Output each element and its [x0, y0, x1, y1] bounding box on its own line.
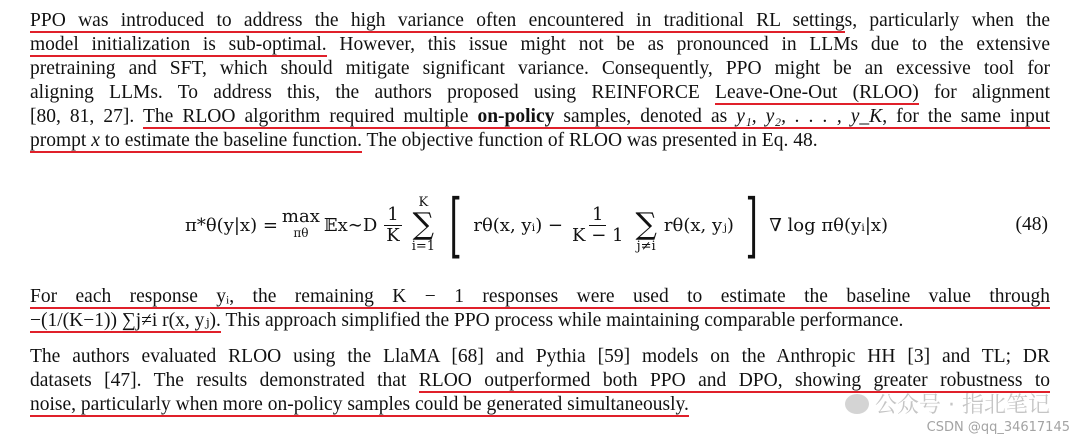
sum-operator-i: K ∑ i=1	[411, 195, 436, 254]
wechat-icon	[845, 394, 869, 414]
gradient-term: ∇ log πθ(yᵢ|x)	[769, 214, 889, 236]
line: aligning LLMs. To address this, the authors proposed using REINFORCE Leave-One-Out (RLOO) for alignment	[30, 82, 1051, 103]
line: [80, 81, 27]. The RLOO algorithm required multiple on-policy samples, denoted as y₁, y₂, . . . , y_K, for the same input	[30, 106, 1051, 127]
inline-math: x	[91, 130, 100, 151]
right-bracket: ]	[745, 184, 758, 266]
fraction-1-over-k-minus-1: $\frac{1}{K - 1}$	[572, 203, 624, 246]
underlined-text: noise, particularly when more on-policy samples could be generated simultaneously.	[30, 394, 689, 415]
fraction-1-over-k: $\frac{1}{K}$	[386, 203, 400, 246]
eq-lhs: π*θ(y|x) =	[185, 214, 278, 236]
reward-term: rθ(x, yᵢ) −	[473, 214, 564, 236]
sum-operator-j: ∑ j≠i	[635, 207, 657, 254]
expectation: 𝔼x∼D	[323, 214, 378, 236]
equation-body	[185, 180, 888, 270]
underlined-text: RLOO outperformed both PPO and DPO, showing greater robustness to	[418, 370, 1050, 391]
underlined-text: For each response yᵢ, the remaining K − 1 responses were used to estimate the baseline value through	[30, 286, 1050, 307]
equation-number: (48)	[1015, 214, 1048, 235]
equation-48	[0, 180, 1080, 270]
inline-math: y₁, y₂, . . . , y_K	[736, 106, 883, 127]
line: pretraining and SFT, which should mitigate significant variance. Consequently, PPO might be an excessive tool for	[30, 58, 1050, 79]
paragraph-rloo-intro	[30, 9, 1050, 153]
line: −(1/(K−1)) ∑j≠i r(x, yⱼ). This approach simplified the PPO process while maintaining comparable performance.	[30, 310, 904, 331]
line: model initialization is sub-optimal. However, this issue might not be as pronounced in LLMs due to the extensive	[30, 34, 1051, 55]
wechat-watermark: 公众号 · 指北笔记	[845, 388, 1050, 419]
underlined-text: model initialization is sub-optimal.	[30, 34, 327, 55]
line: PPO was introduced to address the high variance often encountered in traditional RL settings, particularly when the	[30, 10, 1050, 31]
line: The authors evaluated RLOO using the LlaMA [68] and Pythia [59] models on the Anthropic HH [3] and TL; DR	[30, 346, 1050, 367]
underlined-text: The RLOO algorithm required multiple on-policy samples, denoted as y₁, y₂, . . . , y_K, for the same input	[142, 106, 1051, 127]
underlined-text: Leave-One-Out (RLOO)	[715, 82, 919, 103]
baseline-term: rθ(x, yⱼ)	[663, 214, 734, 236]
max-operator: max πθ	[281, 206, 320, 240]
bold-term: on-policy	[477, 106, 555, 127]
underlined-text: PPO was introduced to address the high variance often encountered in traditional RL setting	[30, 10, 845, 31]
underlined-text: −(1/(K−1)) ∑j≠i r(x, yⱼ).	[30, 310, 221, 331]
line: datasets [47]. The results demonstrated that RLOO outperformed both PPO and DPO, showing greater robustness to	[30, 370, 1050, 391]
csdn-watermark: CSDN @qq_34617145	[926, 420, 1070, 435]
paragraph-baseline	[30, 285, 1050, 333]
line: prompt x to estimate the baseline function. The objective function of RLOO was presented in Eq. 48.	[30, 130, 818, 151]
underlined-text: prompt x to estimate the baseline function.	[30, 130, 362, 151]
left-bracket: [	[449, 184, 462, 266]
line	[30, 285, 1050, 309]
